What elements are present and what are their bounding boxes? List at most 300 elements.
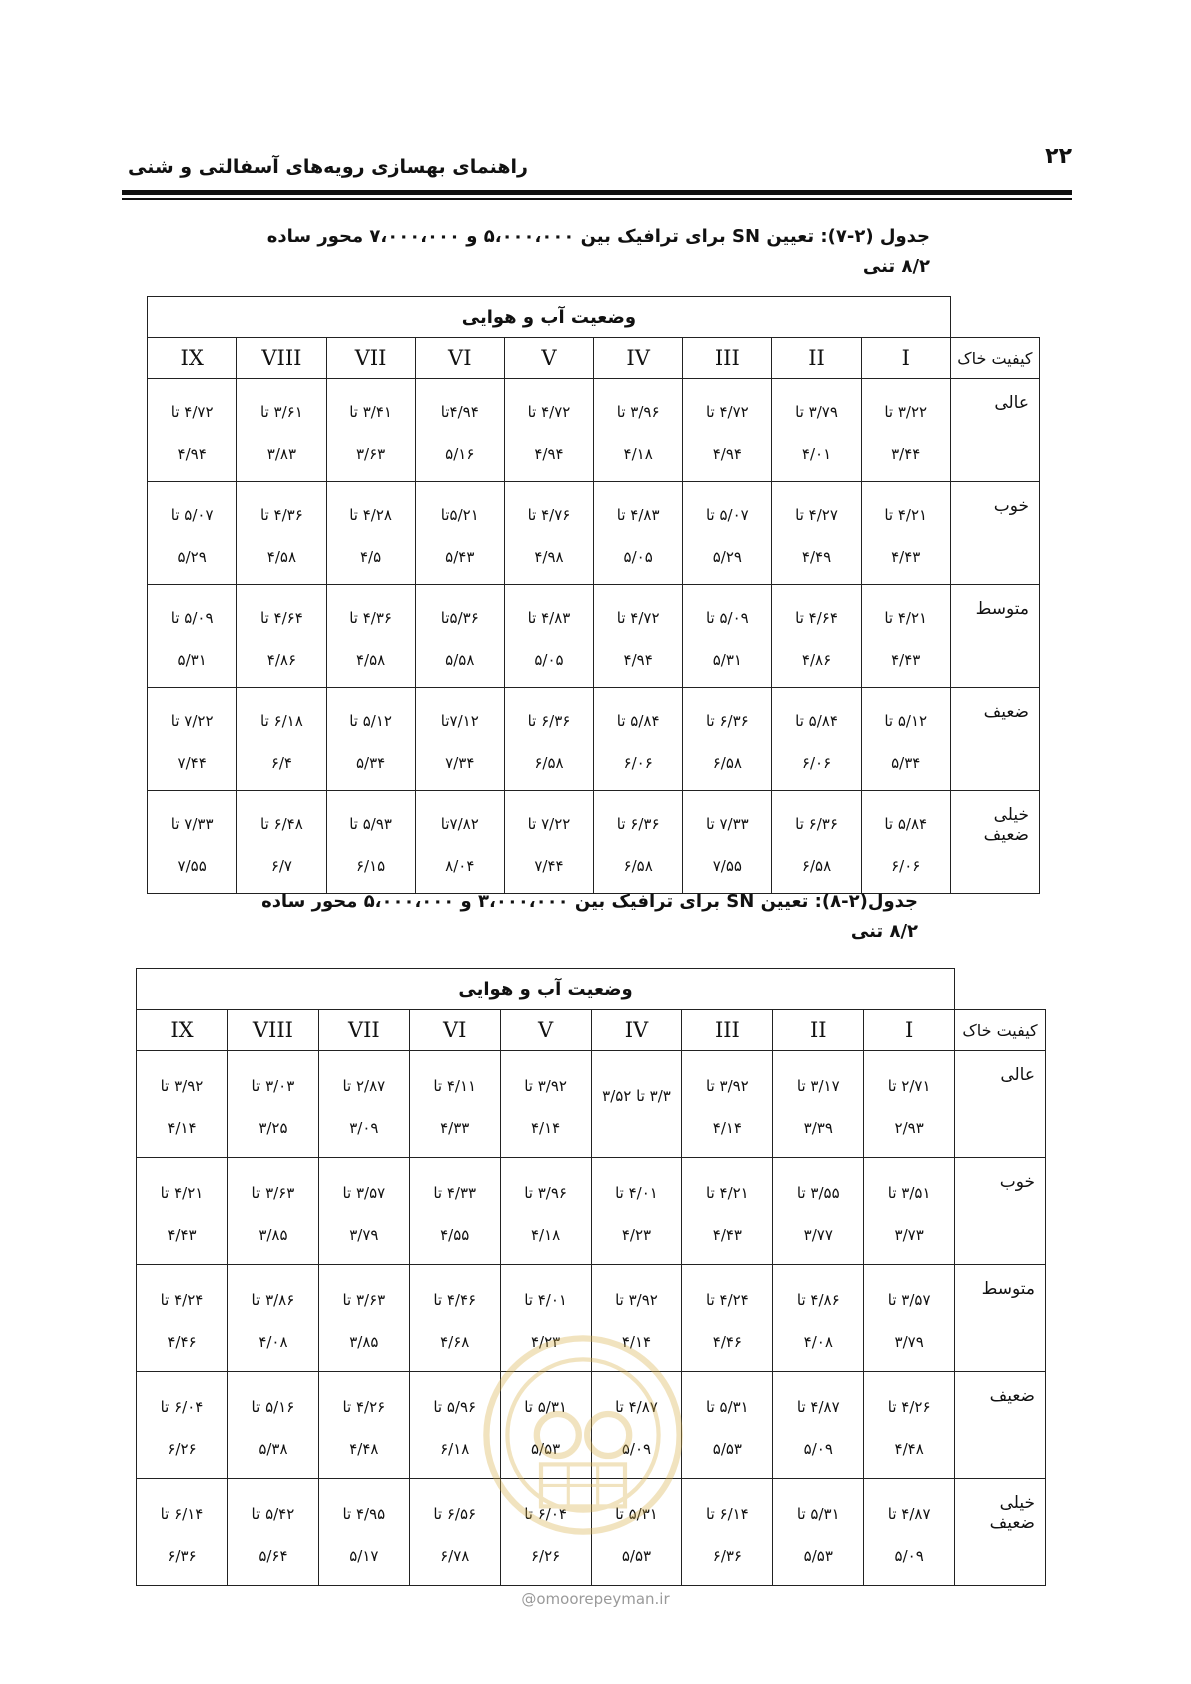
sn-range-to: ۴/۴۳: [167, 1226, 197, 1244]
sn-range-to: ۶/۰۶: [801, 754, 832, 772]
sn-range-from: ۴/۸۶ تا: [796, 1291, 840, 1309]
sn-range-from: ۴/۲۱ تا: [706, 1184, 749, 1202]
sn-range-cell: [682, 1479, 773, 1586]
sn-range-cell: [772, 688, 861, 791]
sn-range-cell: [861, 791, 950, 894]
sn-range-from: ۶/۱۴ تا: [706, 1505, 749, 1523]
sn-range-from: ۳/۲۲ تا: [884, 403, 928, 421]
sn-range-cell: [137, 1158, 228, 1265]
sn-range-from: ۴/۰۱ تا: [615, 1184, 658, 1202]
sn-range-cell: [594, 791, 683, 894]
climate-column-I: I: [861, 338, 950, 379]
sn-range-to: ۴/۹۴: [534, 445, 564, 463]
sn-range-cell: [409, 1158, 500, 1265]
soil-quality-label: عالی: [955, 1051, 1046, 1158]
sn-range-to: ۳/۷۹: [349, 1226, 379, 1244]
soil-quality-label: خوب: [955, 1158, 1046, 1265]
climate-column-II: II: [772, 338, 861, 379]
sn-range-to: ۴/۰۸: [803, 1333, 833, 1351]
sn-range-cell: [861, 688, 950, 791]
sn-range-to: ۳/۲۵: [258, 1119, 288, 1137]
sn-range-to: ۵/۲۹: [712, 548, 742, 566]
sn-range-to: ۴/۸۶: [266, 651, 297, 669]
climate-column-V: V: [500, 1010, 591, 1051]
sn-range-to: ۸/۰۴: [445, 857, 475, 875]
sn-range-to: ۴/۰۱: [801, 445, 832, 463]
sn-range-to: ۵/۳۸: [258, 1440, 288, 1458]
sn-range-cell: [773, 1158, 864, 1265]
sn-range-to: ۶/۲۶: [530, 1547, 561, 1565]
sn-range-cell: [227, 1372, 318, 1479]
sn-range-from: ۵/۱۲ تا: [349, 712, 392, 730]
sn-range-from: ۴/۹۵ تا: [342, 1505, 386, 1523]
sn-range-to: ۷/۵۵: [177, 857, 207, 875]
sn-range-to: ۴/۱۴: [167, 1119, 197, 1137]
sn-range-cell: [415, 379, 504, 482]
sn-range-from: ۷/۳۳ تا: [170, 815, 214, 833]
climate-column-IX: IX: [137, 1010, 228, 1051]
sn-range-from: ۶/۳۶ تا: [527, 712, 571, 730]
sn-range-from: ۵/۹۳ تا: [349, 815, 392, 833]
sn-range-from: ۵/۱۶ تا: [251, 1398, 295, 1416]
climate-column-IV: IV: [594, 338, 683, 379]
soil-quality-label: ضعیف: [950, 688, 1039, 791]
sn-range-cell: [682, 1051, 773, 1158]
sn-range-to: ۴/۵۵: [440, 1226, 470, 1244]
sn-range-from: ۵/۸۴ تا: [884, 815, 928, 833]
sn-range-from: ۴/۸۳ تا: [527, 609, 571, 627]
sn-range-to: ۴/۹۴: [712, 445, 742, 463]
sn-range-cell: [148, 791, 237, 894]
sn-range-to: ۶/۵۸: [712, 754, 742, 772]
page-number: ۲۲: [1045, 144, 1072, 169]
sn-range-to: ۴/۴۶: [712, 1333, 742, 1351]
sn-range-from: ۷/۳۳ تا: [705, 815, 749, 833]
sn-range-cell: [772, 482, 861, 585]
sn-range-cell: [773, 1372, 864, 1479]
sn-range-cell: [237, 688, 326, 791]
sn-range-to: ۳/۸۵: [258, 1226, 288, 1244]
soil-quality-label: خیلی ضعیف: [950, 791, 1039, 894]
climate-column-III: III: [683, 338, 772, 379]
sn-range-to: ۶/۰۶: [623, 754, 653, 772]
sn-range-from: ۵/۸۴ تا: [795, 712, 838, 730]
sn-range-to: ۵/۴۳: [445, 548, 475, 566]
sn-range-from: ۳/۸۶ تا: [251, 1291, 295, 1309]
sn-range-cell: [227, 1479, 318, 1586]
sn-range-from: ۴/۲۸ تا: [349, 506, 392, 524]
sn-range-cell: [773, 1479, 864, 1586]
soil-quality-label: خیلی ضعیف: [955, 1479, 1046, 1586]
sn-range-cell: [148, 688, 237, 791]
sn-range-cell: [683, 585, 772, 688]
sn-range-from: ۳/۹۲ تا: [524, 1077, 567, 1095]
table-row: [148, 379, 1040, 482]
soil-quality-header: کیفیت خاک: [955, 1010, 1046, 1051]
sn-range-from: ۳/۰۳ تا: [251, 1077, 295, 1095]
sn-range-from: ۳/۵۵ تا: [796, 1184, 840, 1202]
sn-range-from: ۴/۹۴تا: [440, 403, 479, 421]
sn-range-from: ۶/۳۶ تا: [795, 815, 838, 833]
sn-range-to: ۶/۳۶: [167, 1547, 197, 1565]
sn-range-to: ۶/۴: [270, 754, 292, 772]
sn-range-from: ۴/۲۶ تا: [887, 1398, 931, 1416]
sn-range-to: ۵/۶۴: [258, 1547, 288, 1565]
sn-range-cell: [137, 1479, 228, 1586]
sn-range-to: ۴/۵۸: [355, 651, 386, 669]
sn-range-to: ۴/۴۸: [894, 1440, 924, 1458]
sn-range-cell: [415, 688, 504, 791]
sn-range-to: ۴/۴۳: [712, 1226, 742, 1244]
header-rule-thick: [122, 190, 1072, 195]
sn-range-cell: [504, 791, 593, 894]
sn-range-to: ۵/۱۷: [349, 1547, 379, 1565]
sn-range-to: ۳/۰۹: [349, 1119, 379, 1137]
sn-range-from: ۲/۸۷ تا: [342, 1077, 386, 1095]
sn-range-from: ۳/۶۳ تا: [342, 1291, 386, 1309]
sn-range-cell: [594, 379, 683, 482]
sn-range-to: ۶/۵۸: [801, 857, 832, 875]
soil-quality-label: ضعیف: [955, 1372, 1046, 1479]
sn-range-cell: [326, 379, 415, 482]
sn-range-from: ۳/۵۱ تا: [887, 1184, 931, 1202]
sn-range-cell: [864, 1158, 955, 1265]
sn-range-to: ۶/۷: [270, 857, 292, 875]
table-row: [148, 482, 1040, 585]
sn-range-from: ۶/۴۸ تا: [260, 815, 303, 833]
sn-range-from: ۳/۹۶ تا: [524, 1184, 567, 1202]
sn-range-to: ۴/۱۴: [621, 1333, 652, 1351]
sn-range-cell: [415, 585, 504, 688]
sn-range-from: ۶/۰۴ تا: [524, 1505, 567, 1523]
sn-range-cell: [772, 585, 861, 688]
sn-range-cell: [861, 482, 950, 585]
sn-range-from: ۴/۷۶ تا: [527, 506, 571, 524]
sn-range-from: ۵/۰۷ تا: [705, 506, 749, 524]
sn-range-from: ۶/۳۶ تا: [705, 712, 749, 730]
climate-column-VI: VI: [409, 1010, 500, 1051]
sn-range-from: ۶/۵۶ تا: [433, 1505, 477, 1523]
soil-quality-label: متوسط: [950, 585, 1039, 688]
sn-range-to: ۳/۷۳: [894, 1226, 924, 1244]
sn-range-cell: [683, 791, 772, 894]
sn-range-cell: [864, 1372, 955, 1479]
sn-range-cell: [237, 482, 326, 585]
sn-range-to: ۵/۰۵: [534, 651, 564, 669]
sn-range-cell: [682, 1158, 773, 1265]
sn-range-from: ۴/۶۴ تا: [260, 609, 303, 627]
sn-range-cell: [504, 482, 593, 585]
sn-range-to: ۴/۲۳: [530, 1333, 561, 1351]
sn-range-to: ۴/۹۴: [177, 445, 207, 463]
climate-column-VII: VII: [318, 1010, 409, 1051]
header-row-climate: [148, 297, 1040, 338]
sn-range-to: ۶/۳۶: [712, 1547, 742, 1565]
table-row: [148, 585, 1040, 688]
sn-range-to: ۵/۵۸: [445, 651, 475, 669]
sn-range-from: ۴/۸۷ تا: [615, 1398, 658, 1416]
sn-range-from: ۶/۱۴ تا: [160, 1505, 204, 1523]
sn-range-to: ۵/۵۳: [530, 1440, 561, 1458]
sn-range-cell: [326, 482, 415, 585]
sn-range-from: ۵/۸۴ تا: [616, 712, 660, 730]
sn-range-from: ۵/۳۱ تا: [796, 1505, 840, 1523]
sn-range-cell: [594, 585, 683, 688]
sn-range-from: ۵/۳۱ تا: [524, 1398, 567, 1416]
sn-range-cell: [861, 379, 950, 482]
sn-range-cell: [772, 791, 861, 894]
sn-range-cell: [318, 1158, 409, 1265]
sn-range-cell: [409, 1051, 500, 1158]
climate-column-IV: IV: [591, 1010, 682, 1051]
sn-range-cell: [861, 585, 950, 688]
sn-range-from: ۴/۳۶ تا: [349, 609, 392, 627]
sn-range-cell: [683, 688, 772, 791]
sn-range-to: ۴/۴۸: [349, 1440, 379, 1458]
running-title: راهنمای بهسازی رویه‌های آسفالتی و شنی: [128, 156, 528, 178]
soil-quality-label: خوب: [950, 482, 1039, 585]
sn-table-1: [147, 296, 1040, 894]
sn-range-to: ۴/۶۸: [440, 1333, 470, 1351]
sn-range-from: ۳/۶۳ تا: [251, 1184, 295, 1202]
sn-range-cell: [318, 1051, 409, 1158]
sn-range-from: ۴/۷۲ تا: [170, 403, 214, 421]
climate-column-VII: VII: [326, 338, 415, 379]
sn-range-to: ۴/۲۳: [621, 1226, 652, 1244]
sn-range-cell: [237, 379, 326, 482]
sn-range-from: ۴/۳۶ تا: [260, 506, 303, 524]
sn-range-from: ۷/۲۲ تا: [170, 712, 214, 730]
sn-range-from: ۳/۹۲ تا: [615, 1291, 658, 1309]
sn-range-cell: [683, 482, 772, 585]
sn-range-cell: [148, 482, 237, 585]
sn-range-from: ۵/۰۷ تا: [170, 506, 214, 524]
sn-range-from: ۶/۰۴ تا: [160, 1398, 204, 1416]
sn-range-from: ۵/۳۱ تا: [615, 1505, 658, 1523]
climate-column-V: V: [504, 338, 593, 379]
soil-header-corner: [955, 969, 1046, 1010]
sn-range-to: ۵/۵۳: [712, 1440, 742, 1458]
publisher-seal-watermark: [478, 1330, 688, 1540]
sn-range-from: ۴/۸۷ تا: [887, 1505, 931, 1523]
sn-range-cell: [318, 1479, 409, 1586]
climate-header: وضعیت آب و هوایی: [148, 297, 951, 338]
sn-range-cell: [773, 1051, 864, 1158]
climate-column-IX: IX: [148, 338, 237, 379]
sn-range-cell: [227, 1051, 318, 1158]
sn-range-cell: [591, 1051, 682, 1158]
sn-range-cell: [137, 1372, 228, 1479]
soil-header-corner: [950, 297, 1039, 338]
sn-range-to: ۵/۲۹: [177, 548, 207, 566]
sn-range-to: ۶/۰۶: [891, 857, 921, 875]
sn-range-to: ۳/۸۵: [349, 1333, 379, 1351]
table-row: [148, 791, 1040, 894]
sn-range-cell: [318, 1372, 409, 1479]
sn-range-to: ۶/۱۸: [440, 1440, 470, 1458]
sn-range-from: ۴/۲۱ تا: [160, 1184, 204, 1202]
sn-range-cell: [504, 585, 593, 688]
sn-range-from: ۳/۴۱ تا: [349, 403, 392, 421]
climate-column-VIII: VIII: [227, 1010, 318, 1051]
soil-quality-label: متوسط: [955, 1265, 1046, 1372]
header-row-climate: [137, 969, 1046, 1010]
sn-range-cell: [227, 1158, 318, 1265]
sn-range-to: ۵/۰۹: [894, 1547, 924, 1565]
sn-range-to: ۳/۶۳: [355, 445, 386, 463]
sn-range-from: ۵/۴۲ تا: [251, 1505, 295, 1523]
sn-range-cell: [683, 379, 772, 482]
sn-range-to: ۴/۰۸: [258, 1333, 288, 1351]
sn-range-to: ۵/۰۹: [803, 1440, 833, 1458]
sn-range-from: ۳/۹۲ تا: [160, 1077, 204, 1095]
climate-header: وضعیت آب و هوایی: [137, 969, 955, 1010]
sn-range-cell: [500, 1158, 591, 1265]
sn-range-from: ۳/۹۶ تا: [616, 403, 660, 421]
sn-range-cell: [682, 1265, 773, 1372]
sn-range-to: ۴/۵: [360, 548, 382, 566]
sn-range-to: ۴/۱۸: [530, 1226, 561, 1244]
sn-range-cell: [227, 1265, 318, 1372]
sn-range-cell: [148, 585, 237, 688]
site-watermark: @omoorepeyman.ir: [521, 1590, 670, 1608]
sn-range-from: ۴/۲۴ تا: [160, 1291, 204, 1309]
sn-range-cell: [415, 791, 504, 894]
sn-range-to: ۷/۴۴: [177, 754, 207, 772]
climate-column-III: III: [682, 1010, 773, 1051]
table-row: [137, 1051, 1046, 1158]
header-row-columns: [148, 338, 1040, 379]
sn-range-cell: [326, 688, 415, 791]
sn-range-from: ۳/۳ تا ۳/۵۲: [602, 1087, 671, 1105]
sn-range-from: ۴/۸۷ تا: [796, 1398, 840, 1416]
sn-range-cell: [237, 791, 326, 894]
soil-quality-label: عالی: [950, 379, 1039, 482]
sn-range-to: ۶/۲۶: [167, 1440, 197, 1458]
sn-range-from: ۳/۷۹ تا: [795, 403, 838, 421]
sn-range-from: ۵/۰۹ تا: [705, 609, 749, 627]
sn-range-from: ۴/۷۲ تا: [527, 403, 571, 421]
sn-range-to: ۵/۰۵: [623, 548, 653, 566]
table-row: [148, 688, 1040, 791]
sn-range-from: ۶/۱۸ تا: [260, 712, 303, 730]
sn-range-to: ۶/۵۸: [534, 754, 564, 772]
sn-range-from: ۳/۹۲ تا: [706, 1077, 749, 1095]
sn-range-to: ۵/۳۱: [177, 651, 207, 669]
sn-range-to: ۳/۸۳: [266, 445, 297, 463]
sn-range-from: ۴/۷۲ تا: [616, 609, 660, 627]
sn-range-from: ۴/۸۳ تا: [616, 506, 660, 524]
sn-range-from: ۳/۵۷ تا: [887, 1291, 931, 1309]
sn-range-from: ۴/۳۳ تا: [433, 1184, 477, 1202]
sn-range-to: ۴/۴۳: [891, 548, 921, 566]
sn-range-from: ۷/۱۲تا: [440, 712, 479, 730]
climate-column-VI: VI: [415, 338, 504, 379]
table-caption: جدول (۲-۷): تعیین SN برای ترافیک بین ۵،۰۰۰،۰۰۰ و ۷،۰۰۰،۰۰۰ محور ساده ۸/۲ تنی: [266, 226, 930, 277]
sn-range-from: ۴/۲۶ تا: [342, 1398, 386, 1416]
sn-range-to: ۷/۴۴: [534, 857, 564, 875]
sn-range-from: ۵/۳۱ تا: [706, 1398, 749, 1416]
header-row-columns: [137, 1010, 1046, 1051]
sn-range-cell: [326, 791, 415, 894]
page-header: [122, 140, 1072, 180]
sn-range-to: ۵/۵۳: [803, 1547, 833, 1565]
sn-range-cell: [864, 1265, 955, 1372]
sn-range-from: ۴/۱۱ تا: [433, 1077, 477, 1095]
sn-range-from: ۷/۸۲تا: [440, 815, 479, 833]
sn-range-to: ۵/۳۴: [891, 754, 921, 772]
sn-range-to: ۶/۵۸: [623, 857, 653, 875]
sn-range-to: ۷/۵۵: [712, 857, 742, 875]
sn-range-cell: [772, 379, 861, 482]
sn-range-from: ۶/۳۶ تا: [616, 815, 660, 833]
sn-range-cell: [773, 1265, 864, 1372]
sn-range-from: ۷/۲۲ تا: [527, 815, 571, 833]
sn-range-to: ۴/۱۴: [530, 1119, 561, 1137]
sn-range-cell: [415, 482, 504, 585]
sn-range-cell: [594, 688, 683, 791]
sn-range-from: ۴/۲۴ تا: [706, 1291, 749, 1309]
sn-range-to: ۷/۳۴: [445, 754, 475, 772]
sn-range-to: ۶/۱۵: [355, 857, 386, 875]
sn-range-to: ۲/۹۳: [894, 1119, 924, 1137]
sn-range-from: ۳/۶۱ تا: [260, 403, 303, 421]
sn-range-cell: [148, 379, 237, 482]
table-row: [137, 1158, 1046, 1265]
sn-range-to: ۵/۱۶: [445, 445, 475, 463]
sn-range-from: ۴/۴۶ تا: [433, 1291, 477, 1309]
sn-range-from: ۴/۲۱ تا: [884, 609, 928, 627]
sn-range-to: ۴/۹۸: [534, 548, 564, 566]
sn-range-cell: [591, 1158, 682, 1265]
climate-column-VIII: VIII: [237, 338, 326, 379]
sn-range-from: ۲/۷۱ تا: [887, 1077, 931, 1095]
sn-range-from: ۵/۳۶تا: [440, 609, 479, 627]
sn-range-from: ۴/۶۴ تا: [795, 609, 838, 627]
sn-range-from: ۳/۱۷ تا: [796, 1077, 840, 1095]
sn-range-from: ۴/۰۱ تا: [524, 1291, 567, 1309]
sn-range-cell: [500, 1051, 591, 1158]
sn-range-cell: [137, 1051, 228, 1158]
header-rule-thin: [122, 198, 1072, 200]
sn-range-to: ۴/۱۸: [623, 445, 653, 463]
sn-range-cell: [326, 585, 415, 688]
sn-range-to: ۳/۷۹: [894, 1333, 924, 1351]
soil-quality-header: کیفیت خاک: [950, 338, 1039, 379]
sn-range-to: ۳/۷۷: [803, 1226, 833, 1244]
table-caption: جدول(۲-۸): تعیین SN برای ترافیک بین ۳،۰۰۰،۰۰۰ و ۵،۰۰۰،۰۰۰ محور ساده ۸/۲ تنی: [261, 891, 918, 942]
sn-range-cell: [864, 1051, 955, 1158]
sn-range-from: ۵/۱۲ تا: [884, 712, 928, 730]
sn-range-from: ۵/۲۱تا: [440, 506, 479, 524]
sn-range-from: ۴/۷۲ تا: [705, 403, 749, 421]
sn-range-to: ۴/۹۴: [623, 651, 653, 669]
sn-range-to: ۳/۳۹: [803, 1119, 833, 1137]
sn-range-to: ۴/۵۸: [266, 548, 297, 566]
sn-range-to: ۵/۳۱: [712, 651, 742, 669]
sn-range-to: ۴/۴۶: [167, 1333, 197, 1351]
sn-range-to: ۴/۱۴: [712, 1119, 742, 1137]
sn-range-from: ۴/۲۱ تا: [884, 506, 928, 524]
sn-range-to: ۵/۳۴: [355, 754, 386, 772]
sn-range-cell: [504, 379, 593, 482]
sn-range-to: ۵/۰۹: [621, 1440, 652, 1458]
sn-range-cell: [137, 1265, 228, 1372]
sn-range-to: ۴/۴۹: [801, 548, 832, 566]
sn-range-from: ۳/۵۷ تا: [342, 1184, 386, 1202]
sn-range-cell: [504, 688, 593, 791]
climate-column-I: I: [864, 1010, 955, 1051]
